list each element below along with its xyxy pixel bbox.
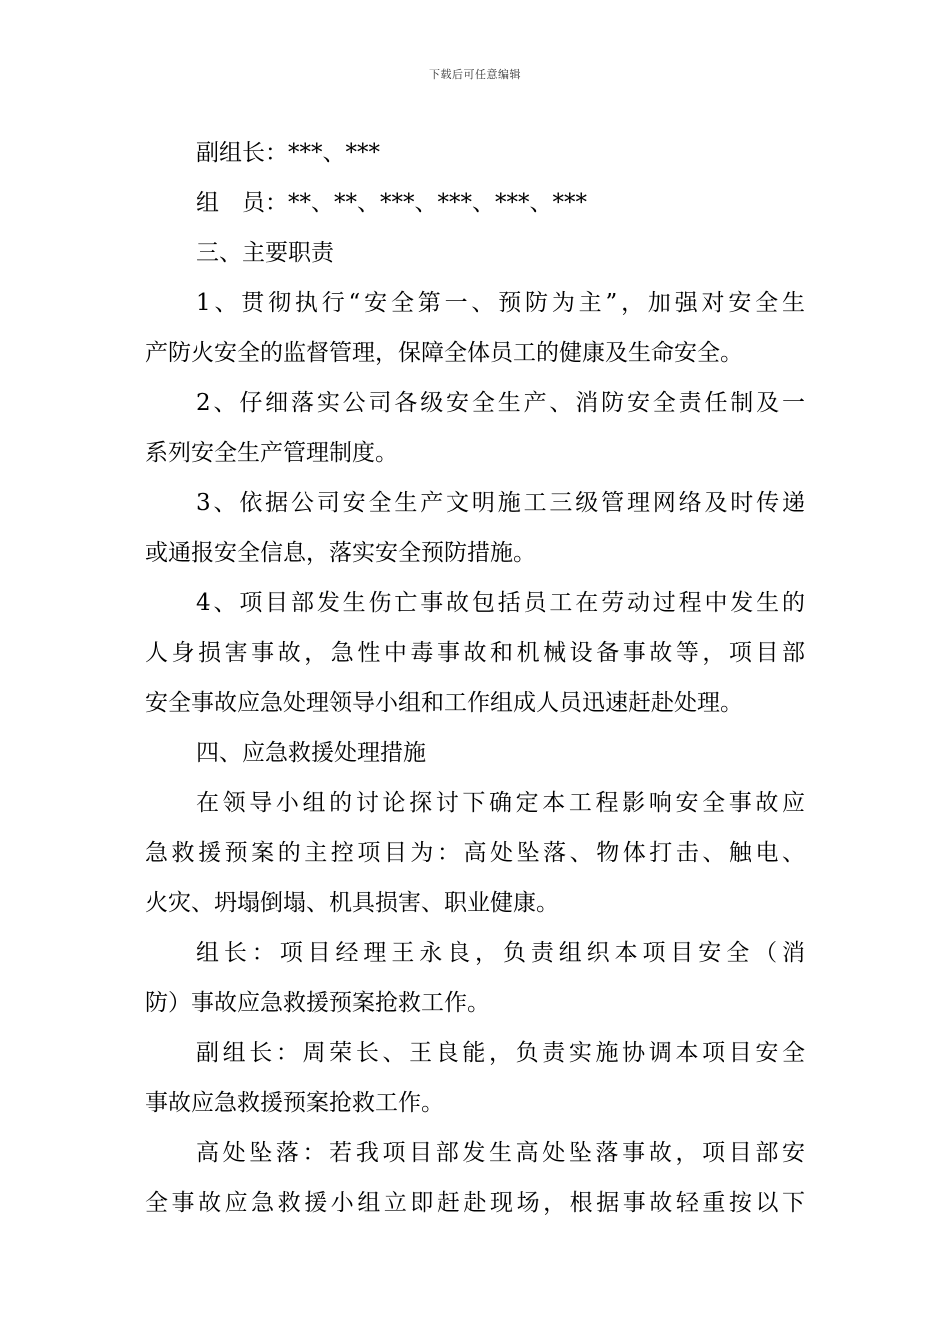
text-line: 火灾、坍塌倒塌、机具损害、职业健康。 [145,890,559,916]
text-line: 3、依据公司安全生产文明施工三级管理网络及时传递 [196,490,805,516]
text-line: 系列安全生产管理制度。 [145,440,398,466]
text-line: 全事故应急救援小组立即赶赴现场，根据事故轻重按以下 [145,1190,805,1216]
text-line: 或通报安全信息，落实安全预防措施。 [145,540,536,566]
text-line: 副组长：周荣长、王良能，负责实施协调本项目安全 [196,1040,805,1066]
text-line: 组 员：**、**、***、***、***、*** [196,190,587,216]
text-line: 产防火安全的监督管理，保障全体员工的健康及生命安全。 [145,340,743,366]
text-line: 在领导小组的讨论探讨下确定本工程影响安全事故应 [196,790,805,816]
text-line: 四、应急救援处理措施 [196,740,426,766]
text-line: 人身损害事故，急性中毒事故和机械设备事故等，项目部 [145,640,805,666]
header-note: 下载后可任意编辑 [429,68,521,81]
text-line: 2、仔细落实公司各级安全生产、消防安全责任制及一 [196,390,805,416]
text-line: 1、贯彻执行“安全第一、预防为主”，加强对安全生 [196,290,805,316]
text-line: 组长：项目经理王永良，负责组织本项目安全（消 [196,940,805,966]
document-body [145,128,805,1228]
text-line: 4、项目部发生伤亡事故包括员工在劳动过程中发生的 [196,590,805,616]
text-line: 高处坠落：若我项目部发生高处坠落事故，项目部安 [196,1140,805,1166]
text-line: 急救援预案的主控项目为：高处坠落、物体打击、触电、 [145,840,805,866]
text-line: 防）事故应急救援预案抢救工作。 [145,990,490,1016]
text-line: 事故应急救援预案抢救工作。 [145,1090,444,1116]
text-line: 副组长：***、*** [196,140,380,166]
text-line: 安全事故应急处理领导小组和工作组成人员迅速赶赴处理。 [145,690,743,716]
text-line: 三、主要职责 [196,240,334,266]
